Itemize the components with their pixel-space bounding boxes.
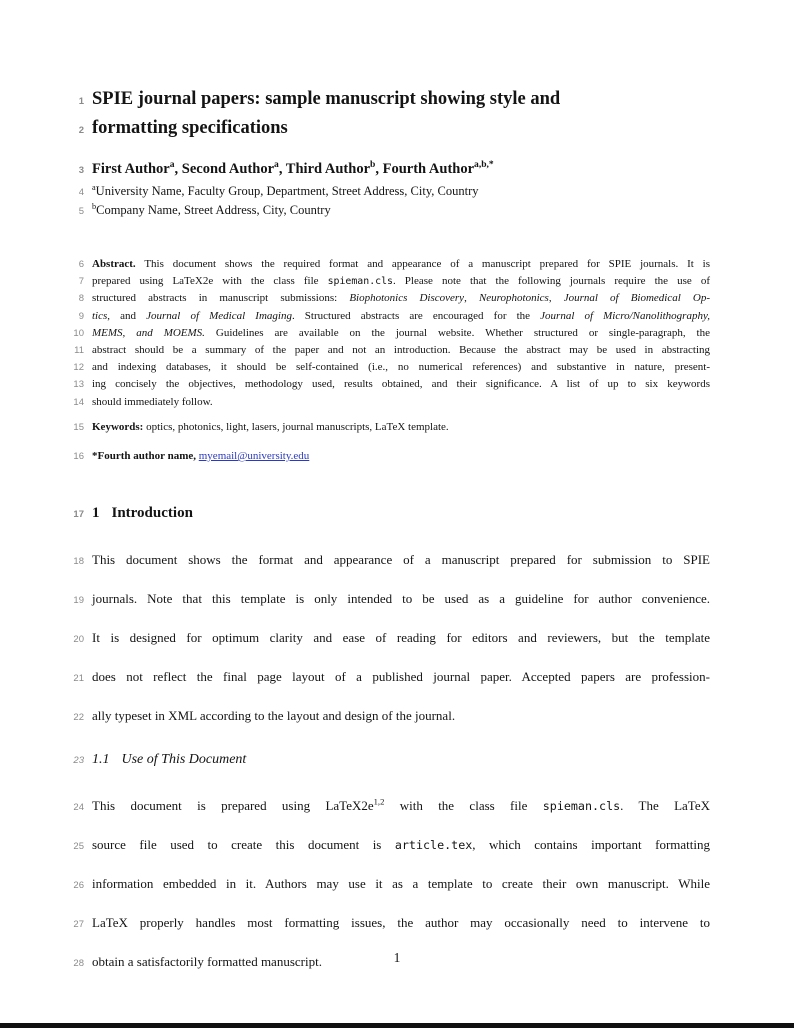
document-line bbox=[0, 865, 794, 904]
line-text bbox=[92, 619, 794, 656]
text-segment: Biophotonics Discovery bbox=[349, 292, 465, 305]
line-text bbox=[92, 697, 794, 734]
corresponding-author bbox=[0, 448, 794, 465]
text-segment: , bbox=[548, 292, 564, 305]
text-segment: does not reflect the final page layout of a published journal paper. Accepted papers are profession- bbox=[92, 668, 710, 684]
document-line bbox=[0, 325, 794, 342]
line-number: 10 bbox=[73, 327, 84, 339]
line-text bbox=[92, 419, 794, 435]
text-segment: optics, photonics, light, lasers, journal manuscripts, LaTeX template. bbox=[143, 420, 449, 433]
subsection-heading-use-of-this-document bbox=[0, 750, 794, 771]
text-segment: , Fourth Author bbox=[375, 161, 475, 177]
affiliations bbox=[0, 183, 794, 220]
text-segment: , and bbox=[107, 309, 147, 322]
text-segment: a,b,* bbox=[474, 159, 494, 171]
line-number: 4 bbox=[78, 187, 84, 198]
line-text bbox=[92, 115, 794, 142]
document-line bbox=[0, 904, 794, 943]
line-text bbox=[92, 394, 794, 410]
line-number: 22 bbox=[73, 711, 84, 723]
line-number: 25 bbox=[73, 840, 84, 852]
text-segment: spieman.cls bbox=[542, 798, 621, 813]
text-segment: This document is prepared using LaTeX2e bbox=[92, 797, 374, 813]
line-text bbox=[92, 160, 794, 179]
line-text bbox=[92, 658, 794, 695]
text-segment: a bbox=[92, 182, 96, 192]
document-line bbox=[0, 290, 794, 307]
text-segment: prepared using LaTeX2e with the class file bbox=[92, 275, 328, 288]
viewport-bottom-edge bbox=[0, 1023, 794, 1028]
text-segment: Keywords: bbox=[92, 420, 144, 433]
text-segment: 1.1 bbox=[92, 751, 110, 767]
line-text bbox=[92, 904, 794, 941]
document-line bbox=[0, 619, 794, 658]
line-number: 14 bbox=[73, 396, 84, 408]
text-segment: This document shows the format and appearance of a manuscript prepared for submission to SPIE bbox=[92, 551, 710, 567]
document-line bbox=[0, 342, 794, 359]
line-number: 20 bbox=[73, 633, 84, 645]
text-segment: with the class file bbox=[384, 797, 543, 813]
line-text bbox=[92, 183, 794, 201]
text-segment: , bbox=[464, 292, 479, 305]
text-segment: formatting specifications bbox=[92, 118, 288, 138]
line-text bbox=[92, 290, 794, 306]
text-segment: 1 bbox=[92, 504, 100, 521]
text-segment: Introduction bbox=[111, 504, 193, 521]
line-number: 2 bbox=[78, 125, 84, 136]
text-segment: b bbox=[92, 201, 97, 211]
line-number: 24 bbox=[73, 801, 84, 813]
line-number: 23 bbox=[73, 754, 84, 766]
text-segment: article.tex bbox=[394, 837, 473, 852]
document-line bbox=[0, 256, 794, 273]
text-segment: journals. Note that this template is only intended to be used as a guideline for author convenience. bbox=[92, 590, 710, 606]
text-segment: First Author bbox=[92, 161, 170, 177]
abstract bbox=[0, 256, 794, 411]
line-number: 16 bbox=[73, 450, 84, 462]
document-line bbox=[0, 787, 794, 826]
line-number: 18 bbox=[73, 555, 84, 567]
line-number: 9 bbox=[78, 310, 84, 322]
document-line bbox=[0, 658, 794, 697]
text-segment: source file used to create this document is bbox=[92, 836, 395, 852]
line-text bbox=[92, 342, 794, 358]
line-text bbox=[92, 541, 794, 578]
line-number: 6 bbox=[78, 259, 84, 270]
line-text bbox=[92, 256, 794, 272]
document-line bbox=[0, 273, 794, 290]
line-number: 7 bbox=[78, 276, 84, 288]
line-text bbox=[92, 359, 794, 375]
text-segment: Journal of Medical Imaging bbox=[146, 309, 292, 322]
document-line bbox=[0, 541, 794, 580]
text-segment: . Structured abstracts are encouraged for the bbox=[291, 309, 541, 322]
line-text bbox=[92, 865, 794, 902]
document-line bbox=[0, 202, 794, 221]
line-text bbox=[92, 750, 794, 770]
line-number: 11 bbox=[74, 345, 84, 357]
text-segment: Guidelines are available on the journal website. Whether structured or single-paragraph, the bbox=[204, 326, 710, 339]
line-text bbox=[92, 86, 794, 113]
text-segment: and indexing databases, it should be self-contained (i.e., no numerical references) and substantive in nature, present- bbox=[92, 361, 710, 374]
line-text bbox=[92, 273, 794, 290]
section-heading-introduction bbox=[0, 503, 794, 525]
text-segment: structured abstracts in manuscript submissions: bbox=[92, 292, 350, 305]
text-segment: a bbox=[274, 159, 279, 171]
document-line bbox=[0, 580, 794, 619]
document-line bbox=[0, 359, 794, 376]
line-text bbox=[92, 202, 794, 220]
text-segment: SPIE journal papers: sample manuscript showing style and bbox=[92, 89, 561, 109]
text-segment: It is designed for optimum clarity and ease of reading for editors and reviewers, but the template bbox=[92, 629, 710, 645]
line-number: 8 bbox=[78, 293, 84, 305]
text-segment: ing concisely the objectives, methodology used, results obtained, and their significance. A list of up to six keywords bbox=[92, 378, 710, 391]
text-segment: abstract should be a summary of the paper and not an introduction. Because the abstract may be used in abstracting bbox=[92, 344, 710, 357]
line-number: 15 bbox=[73, 421, 84, 433]
text-segment: Company Name, Street Address, City, Country bbox=[96, 202, 331, 217]
line-text bbox=[92, 580, 794, 617]
email-link[interactable]: myemail@university.edu bbox=[198, 449, 310, 462]
document-line bbox=[0, 503, 794, 525]
text-segment: Abstract. bbox=[92, 258, 136, 270]
line-number: 17 bbox=[73, 508, 84, 520]
text-segment: 1,2 bbox=[373, 796, 385, 807]
text-segment: MEMS, and MOEMS. bbox=[92, 326, 205, 339]
text-segment: , Second Author bbox=[174, 161, 275, 177]
line-text bbox=[92, 448, 794, 464]
line-text bbox=[92, 325, 794, 341]
text-segment: obtain a satisfactorily formatted manuscript. bbox=[92, 953, 322, 969]
document-line bbox=[0, 750, 794, 771]
line-number: 26 bbox=[73, 879, 84, 891]
text-segment: information embedded in it. Authors may use it as a template to create their own manuscript. While bbox=[92, 875, 710, 891]
document-body bbox=[0, 86, 794, 982]
text-segment: University Name, Faculty Group, Department, Street Address, City, Country bbox=[95, 184, 479, 198]
text-segment: Use of This Document bbox=[121, 751, 247, 767]
author-list bbox=[0, 160, 794, 180]
document-line bbox=[0, 697, 794, 736]
paragraph-introduction bbox=[0, 541, 794, 736]
paper-title bbox=[0, 86, 794, 144]
line-text bbox=[92, 503, 794, 523]
text-segment: *Fourth author name, bbox=[92, 449, 199, 462]
line-number: 27 bbox=[73, 918, 84, 930]
document-line bbox=[0, 419, 794, 436]
text-segment: , Third Author bbox=[278, 161, 371, 177]
text-segment: , which contains important formatting bbox=[472, 836, 710, 852]
text-segment: should immediately follow. bbox=[92, 395, 213, 408]
text-segment: b bbox=[370, 159, 376, 171]
line-text bbox=[92, 308, 794, 324]
text-segment: Neurophotonics bbox=[478, 292, 549, 305]
line-text bbox=[92, 826, 794, 864]
line-number: 12 bbox=[73, 362, 84, 374]
text-segment: Journal of Biomedical Op- bbox=[563, 292, 711, 305]
page-number: 1 bbox=[393, 950, 401, 965]
document-line bbox=[0, 376, 794, 393]
text-segment: Journal of Micro/Nanolithography, bbox=[540, 309, 710, 322]
line-number: 19 bbox=[73, 594, 84, 606]
line-number: 13 bbox=[73, 379, 84, 391]
document-line bbox=[0, 86, 794, 115]
document-line bbox=[0, 394, 794, 411]
keywords bbox=[0, 419, 794, 436]
line-number: 28 bbox=[73, 957, 84, 969]
line-text bbox=[92, 376, 794, 392]
line-number: 5 bbox=[78, 205, 84, 217]
document-line bbox=[0, 448, 794, 465]
text-segment: . The LaTeX bbox=[620, 797, 710, 813]
text-segment: tics bbox=[92, 309, 108, 322]
text-segment: . Please note that the following journals require the use of bbox=[392, 275, 710, 288]
text-segment: This document shows the required format and appearance of a manuscript prepared for SPIE journals. It is bbox=[135, 258, 710, 270]
document-line bbox=[0, 115, 794, 144]
document-line bbox=[0, 826, 794, 865]
text-segment: ally typeset in XML according to the layout and design of the journal. bbox=[92, 707, 456, 723]
line-number: 1 bbox=[78, 96, 84, 107]
document-line bbox=[0, 308, 794, 325]
text-segment: LaTeX properly handles most formatting issues, the author may occasionally need to intervene to bbox=[92, 914, 710, 930]
line-text bbox=[92, 787, 794, 825]
document-line bbox=[0, 183, 794, 202]
document-line bbox=[0, 160, 794, 180]
line-number: 21 bbox=[73, 672, 84, 684]
text-segment: spieman.cls bbox=[327, 276, 393, 288]
line-number: 3 bbox=[78, 165, 84, 176]
text-segment: a bbox=[169, 159, 175, 171]
